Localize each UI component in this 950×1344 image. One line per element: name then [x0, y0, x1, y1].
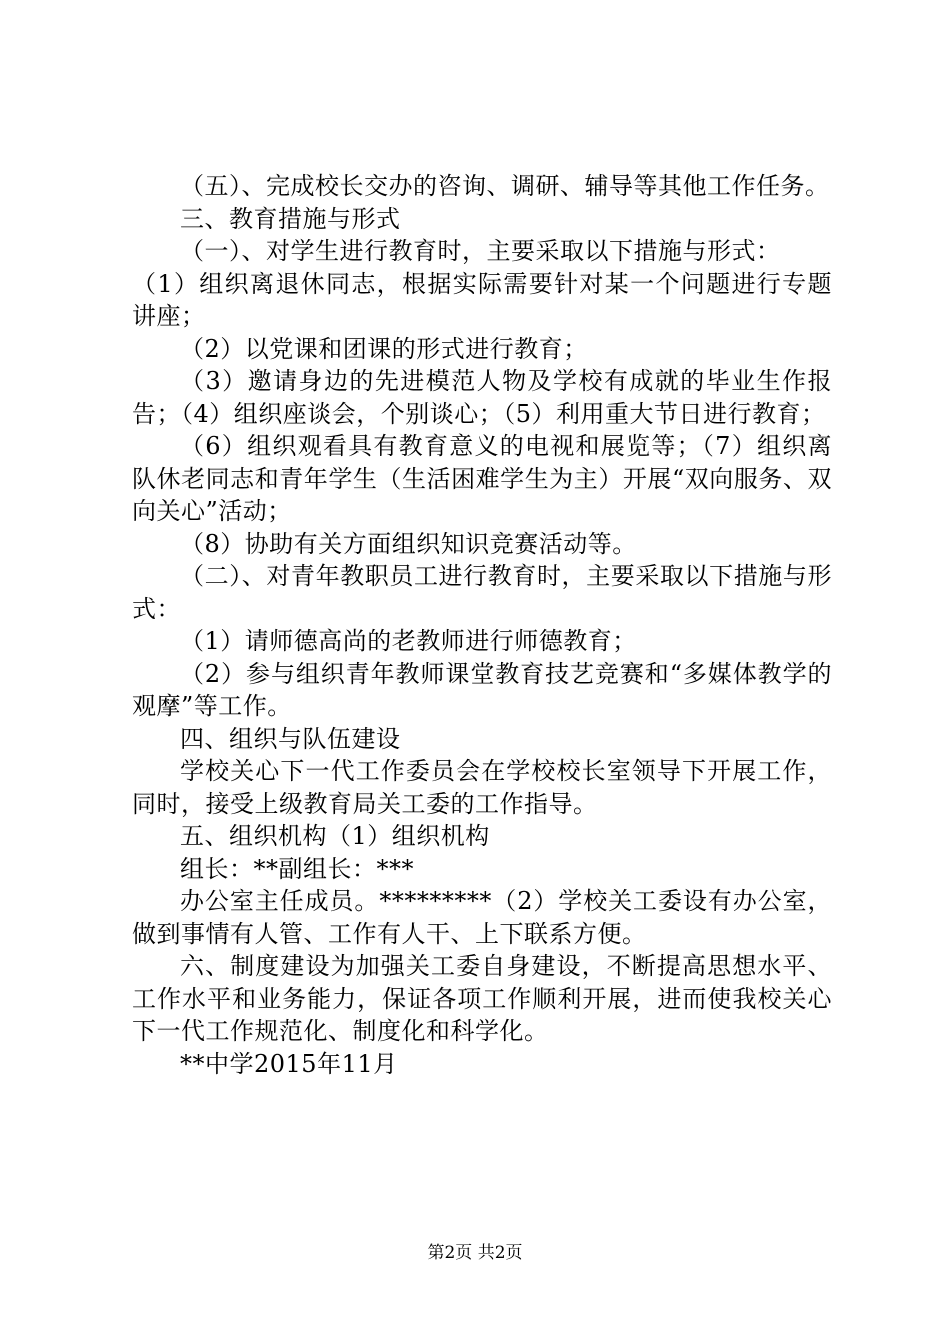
document-body: [132, 170, 832, 1080]
paragraph-measure-8: （8）协助有关方面组织知识竞赛活动等。: [180, 529, 637, 558]
paragraph-staff-measure-2: （2）参与组织青年教师课堂教育技艺竞赛和“多媒体教学的观摩”等工作。: [132, 659, 832, 720]
paragraph-student-measures: （一）、对学生进行教育时，主要采取以下措施与形式：: [180, 237, 781, 265]
heading-structure: 五、组织机构（1）组织机构: [180, 822, 490, 850]
page-footer: 第2页 共2页: [427, 1243, 523, 1263]
paragraph-staff-measure-1: （1）请师德高尚的老教师进行师德教育；: [180, 627, 637, 655]
paragraph-office: 办公室主任成员。*********（2）学校关工委设有办公室，做到事情有人管、工作有人干、上下联系方便。: [132, 887, 832, 948]
paragraph-committee: 学校关心下一代工作委员会在学校校长室领导下开展工作，同时，接受上级教育局关工委的工作指导。: [132, 757, 832, 818]
paragraph-measure-1: （1）组织离退休同志，根据实际需要针对某一个问题进行专题讲座；: [132, 269, 832, 330]
paragraph-measure-3-5: （3）邀请身边的先进模范人物及学校有成就的毕业生作报告；（4）组织座谈会，个别谈心；（5）利用重大节日进行教育；: [132, 367, 832, 428]
paragraph-task-five: （五）、完成校长交办的咨询、调研、辅导等其他工作任务。: [180, 172, 830, 200]
paragraph-staff-measures: （二）、对青年教职员工进行教育时，主要采取以下措施与形式：: [132, 562, 832, 623]
heading-organization: 四、组织与队伍建设: [180, 724, 401, 753]
paragraph-leaders: 组长：**副组长：***: [180, 854, 414, 883]
paragraph-measure-2: （2）以党课和团课的形式进行教育；: [180, 334, 588, 363]
heading-education-measures: 三、教育措施与形式: [180, 204, 401, 233]
paragraph-measure-6-7: （6）组织观看具有教育意义的电视和展览等；（7）组织离队休老同志和青年学生（生活困难学生为主）开展“双向服务、双向关心”活动；: [132, 432, 832, 525]
paragraph-system: 六、制度建设为加强关工委自身建设，不断提高思想水平、工作水平和业务能力，保证各项工作顺利开展，进而使我校关心下一代工作规范化、制度化和科学化。: [132, 952, 832, 1045]
signature-date: **中学2015年11月: [180, 1049, 398, 1078]
